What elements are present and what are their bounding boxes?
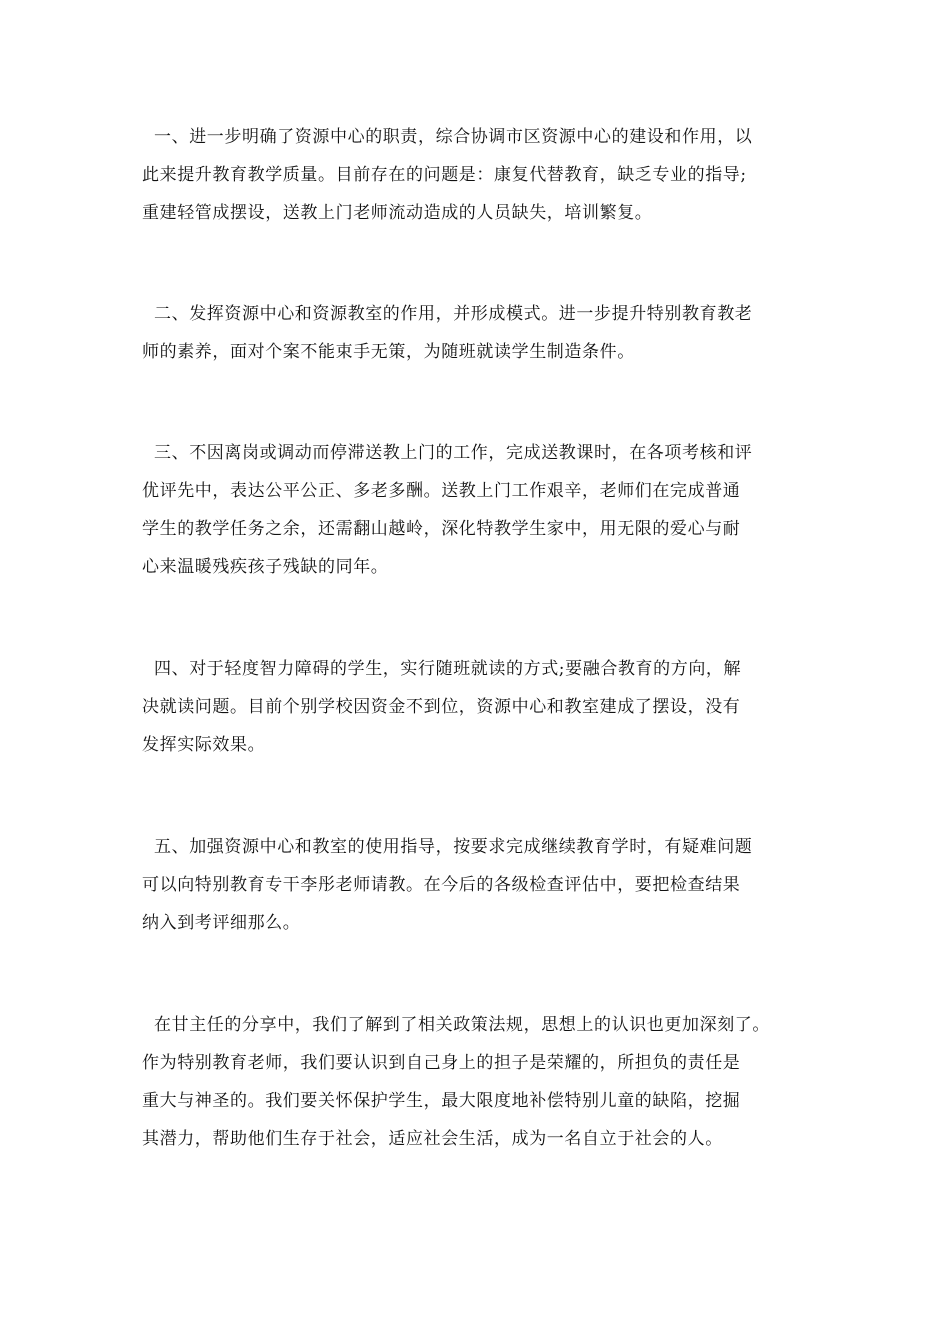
paragraph-line: 在甘主任的分享中，我们了解到了相关政策法规，思想上的认识也更加深刻了。 (154, 1015, 770, 1035)
paragraph-line: 一、进一步明确了资源中心的职责，综合协调市区资源中心的建设和作用，以 (154, 127, 753, 147)
paragraph-3 (142, 434, 832, 586)
paragraph-line: 纳入到考评细那么。 (142, 913, 301, 933)
paragraph-line: 师的素养，面对个案不能束手无策，为随班就读学生制造条件。 (142, 342, 635, 362)
paragraph-6 (142, 1006, 832, 1158)
paragraph-line: 优评先中，表达公平公正、多老多酬。送教上门工作艰辛，老师们在完成普通 (142, 481, 741, 501)
paragraph-1 (142, 118, 832, 232)
paragraph-line: 学生的教学任务之余，还需翻山越岭，深化特教学生家中，用无限的爱心与耐 (142, 519, 741, 539)
paragraph-line: 作为特别教育老师，我们要认识到自己身上的担子是荣耀的，所担负的责任是 (142, 1053, 741, 1073)
paragraph-line: 重建轻管成摆设，送教上门老师流动造成的人员缺失，培训繁复。 (142, 203, 653, 223)
paragraph-line: 三、不因离岗或调动而停滞送教上门的工作，完成送教课时，在各项考核和评 (154, 443, 753, 463)
paragraph-4 (142, 650, 832, 764)
paragraph-2 (142, 295, 832, 371)
paragraph-5 (142, 828, 832, 942)
paragraph-line: 四、对于轻度智力障碍的学生，实行随班就读的方式;要融合教育的方向，解 (154, 659, 742, 679)
paragraph-line: 其潜力，帮助他们生存于社会，适应社会生活，成为一名自立于社会的人。 (142, 1129, 723, 1149)
paragraph-line: 此来提升教育教学质量。目前存在的问题是：康复代替教育，缺乏专业的指导; (142, 165, 747, 185)
paragraph-line: 可以向特别教育专干李彤老师请教。在今后的各级检查评估中，要把检查结果 (142, 875, 741, 895)
paragraph-line: 发挥实际效果。 (142, 735, 266, 755)
paragraph-line: 二、发挥资源中心和资源教室的作用，并形成模式。进一步提升特别教育教老 (154, 304, 753, 324)
paragraph-line: 心来温暖残疾孩子残缺的同年。 (142, 557, 389, 577)
paragraph-line: 决就读问题。目前个别学校因资金不到位，资源中心和教室建成了摆设，没有 (142, 697, 741, 717)
paragraph-line: 五、加强资源中心和教室的使用指导，按要求完成继续教育学时，有疑难问题 (154, 837, 753, 857)
paragraph-line: 重大与神圣的。我们要关怀保护学生，最大限度地补偿特别儿童的缺陷，挖掘 (142, 1091, 741, 1111)
